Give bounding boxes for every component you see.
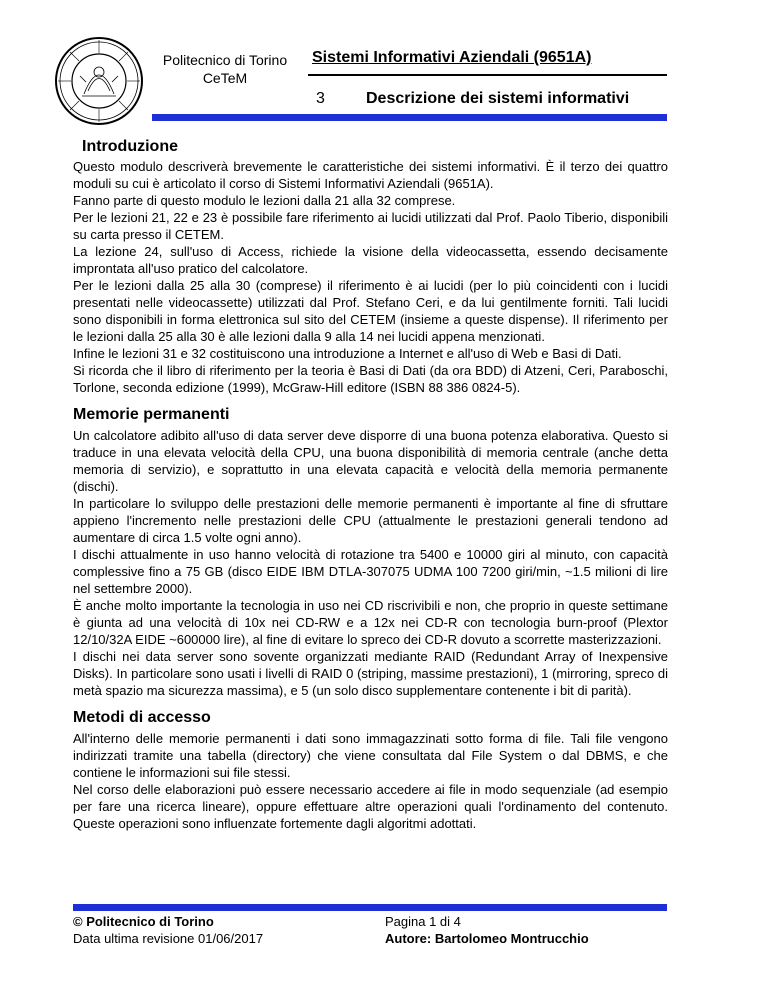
section-introduzione	[73, 136, 668, 396]
paragraph: Un calcolatore adibito all'uso di data server deve disporre di una buona potenza elaborativa. Questo si traduce in una elevata velocità della CPU, una buona disponibilità di memoria centrale (anche detta memoria di servizio), e soprattutto in una elevata capacità e velocità della memoria permanente (dischi).	[73, 428, 668, 494]
section-metodi-di-accesso	[73, 707, 668, 832]
institution-name: Politecnico di Torino	[162, 52, 288, 68]
paragraph: All'interno delle memorie permanenti i dati sono immagazzinati sotto forma di file. Tali file vengono indirizzati tramite una tabella (directory) che viene consultata dal File System o dal DBMS, e che contiene le informazioni sui file stessi.	[73, 731, 668, 780]
header-accent-bar	[152, 114, 667, 121]
section-memorie-permanenti	[73, 404, 668, 699]
paragraph: Per le lezioni dalla 25 alla 30 (comprese) il riferimento è ai lucidi (per lo più coincidenti con i lucidi presentati nelle videocassette) utilizzati dal Prof. Stefano Ceri, e da lui gentilmente forniti. Tali lucidi sono disponibili in forma elettronica sul sito del CETEM (insieme a queste dispense). Il riferimento per le lezioni dalla 25 alla 30 è alle lezioni dalla 9 alla 14 nei lucidi appena menzionati.	[73, 278, 668, 344]
footer-copyright: © Politecnico di Torino	[73, 914, 214, 929]
paragraph: Per le lezioni 21, 22 e 23 è possibile fare riferimento ai lucidi utilizzati dal Prof. Paolo Tiberio, disponibili su carta presso il CETEM.	[73, 210, 668, 242]
course-title: Sistemi Informativi Aziendali (9651A)	[312, 49, 592, 66]
footer-revision-date: Data ultima revisione 01/06/2017	[73, 931, 264, 946]
paragraph: In particolare lo sviluppo delle prestazioni delle memorie permanenti è importante al fine di sfruttare appieno l'incremento nelle prestazioni delle CPU (attualmente le prestazioni generali tendono ad aumentare di circa 1.5 volte ogni anno).	[73, 496, 668, 545]
paragraph: Questo modulo descriverà brevemente le caratteristiche dei sistemi informativi. È il terzo dei quattro moduli su cui è articolato il corso di Sistemi Informativi Aziendali (9651A).	[73, 159, 668, 191]
module-number: 3	[316, 90, 325, 107]
footer-page-number: Pagina 1 di 4	[385, 914, 461, 929]
paragraph: Si ricorda che il libro di riferimento per la teoria è Basi di Dati (da ora BDD) di Atzeni, Ceri, Paraboschi, Torlone, seconda edizione (1999), McGraw-Hill editore (ISBN 88 386 0824-5).	[73, 363, 668, 395]
section-heading: Memorie permanenti	[73, 406, 230, 423]
header-divider	[308, 74, 667, 76]
section-heading: Metodi di accesso	[73, 709, 211, 726]
center-name: CeTeM	[202, 70, 248, 86]
paragraph: È anche molto importante la tecnologia in uso nei CD riscrivibili e non, che proprio in queste settimane è giunta ad una velocità di 10x nei CD-RW e a 12x nei CD-R con tecnologia burn-proof (Plextor 12/10/32A EIDE ~600000 lire), al fine di evitare lo spreco dei CD-R dovuto a scorrette masterizzazioni.	[73, 598, 668, 647]
module-title: Descrizione dei sistemi informativi	[366, 90, 630, 107]
footer-author: Autore: Bartolomeo Montrucchio	[385, 931, 589, 946]
paragraph: La lezione 24, sull'uso di Access, richiede la visione della videocassetta, essendo decisamente improntata all'uso pratico del calcolatore.	[73, 244, 668, 276]
institution-block	[150, 51, 300, 87]
section-heading: Introduzione	[82, 138, 178, 155]
document-body	[73, 132, 668, 902]
politecnico-seal-logo	[54, 36, 144, 126]
paragraph: Nel corso delle elaborazioni può essere necessario accedere ai file in modo sequenziale (ad esempio per fare una ricerca lineare), oppure effettuare altre operazioni quali l'ordinamento del contenuto. Queste operazioni sono influenzate fortemente dagli algoritmi adottati.	[73, 782, 668, 831]
paragraph: I dischi attualmente in uso hanno velocità di rotazione tra 5400 e 10000 giri al minuto, con capacità complessive fino a 75 GB (disco EIDE IBM DTLA-307075 UDMA 100 7200 giri/min, ~1.5 milioni di lire nel settembre 2000).	[73, 547, 668, 596]
paragraph: I dischi nei data server sono sovente organizzati mediante RAID (Redundant Array of Inexpensive Disks). In particolare sono usati i livelli di RAID 0 (striping, massime prestazioni), 1 (mirroring, spreco di metà spazio ma sicurezza massima), e 5 (un solo disco supplementare contenente i bit di parità).	[73, 649, 668, 698]
paragraph: Infine le lezioni 31 e 32 costituiscono una introduzione a Internet e all'uso di Web e Basi di Dati.	[73, 346, 622, 361]
footer-accent-bar	[73, 904, 667, 911]
paragraph: Fanno parte di questo modulo le lezioni dalla 21 alla 32 comprese.	[73, 193, 456, 208]
